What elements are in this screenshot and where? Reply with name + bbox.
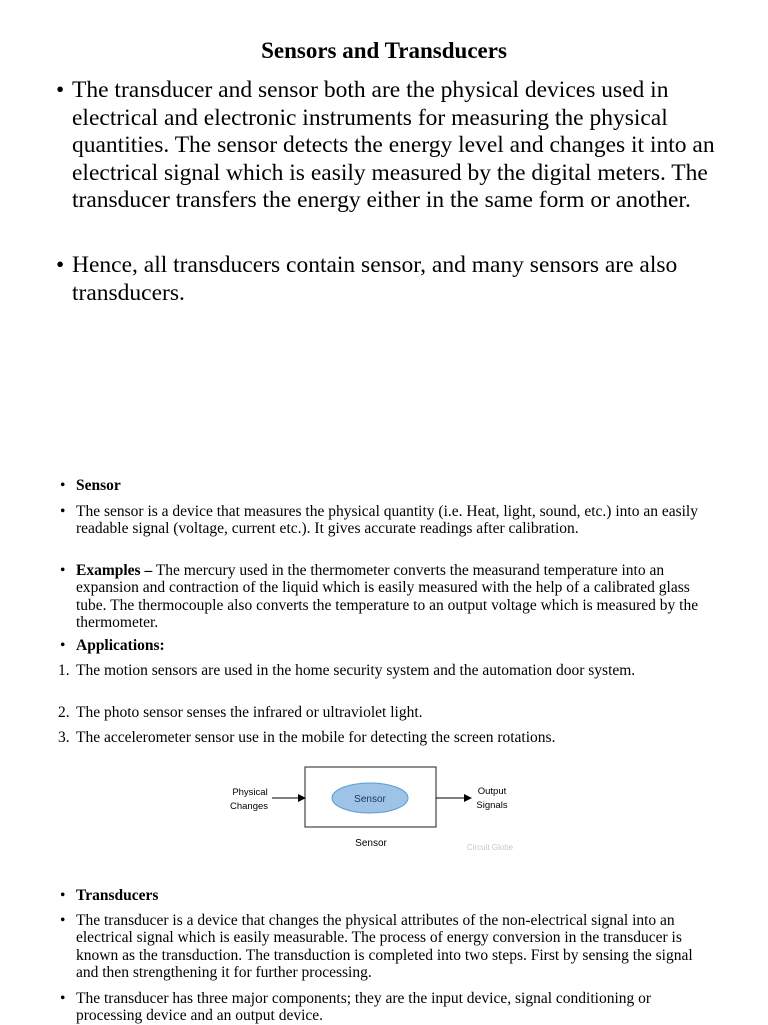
diagram-watermark: Circuit Globe <box>466 843 514 852</box>
examples-label: Examples – <box>76 562 153 579</box>
list-number: 1. <box>58 662 70 679</box>
transducers-text-1: The transducer is a device that changes the physical attributes of the non-electrical signal into an electrical signal which is easily measurable. The process of energy conversion in the transducer is known as the transduction. The transduction is completed into two steps. First by sensing the signal and then strengthening it for further processing. <box>76 912 693 982</box>
input-label-line1: Physical <box>232 787 268 798</box>
sensor-definition: The sensor is a device that measures the physical quantity (i.e. Heat, light, sound, etc.) into an easily readable signal (voltage, current etc.). It gives accurate readings after calibration. <box>76 503 698 538</box>
transducers-heading-item <box>58 887 708 904</box>
sensor-diagram <box>220 762 540 856</box>
list-number: 3. <box>58 729 70 746</box>
transducers-item-1 <box>58 912 708 982</box>
transducers-item-2 <box>58 990 708 1025</box>
application-text-1: The motion sensors are used in the home security system and the automation door system. <box>76 662 636 679</box>
examples-text: The mercury used in the thermometer converts the measurand temperature into an expansion and contraction of the liquid which is easily measured with the help of a calibrated glass tube. The thermocouple also converts the temperature to an output voltage which is measured by the thermometer. <box>76 562 699 632</box>
bullet-marker: • <box>60 637 66 654</box>
intro-text-1: The transducer and sensor both are the physical devices used in electrical and electronic instruments for measuring the physical quantities. The sensor detects the energy level and changes it into an electrical signal which is easily measured by the digital meters. The transducer transfers the energy either in the same form or another. <box>72 77 715 214</box>
applications-heading-item <box>58 637 708 654</box>
application-text-3: The accelerometer sensor use in the mobile for detecting the screen rotations. <box>76 729 556 746</box>
bullet-marker: • <box>60 887 66 904</box>
output-label-line2: Signals <box>476 800 508 811</box>
sensor-definition-item <box>58 503 708 538</box>
diagram-caption: Sensor <box>355 838 387 849</box>
bullet-marker: • <box>60 912 66 929</box>
transducers-heading: Transducers <box>76 887 159 904</box>
intro-text-2: Hence, all transducers contain sensor, and many sensors are also transducers. <box>72 252 678 306</box>
sensor-heading-item <box>58 477 708 494</box>
page-title: Sensors and Transducers <box>261 38 507 63</box>
bullet-marker: • <box>60 990 66 1007</box>
transducers-text-2: The transducer has three major components; they are the input device, signal conditioning or processing device and an output device. <box>76 990 652 1025</box>
bullet-marker: • <box>60 477 66 494</box>
bullet-marker: • <box>60 503 66 520</box>
application-item-1 <box>58 662 708 679</box>
intro-bullet-1 <box>56 77 716 215</box>
application-text-2: The photo sensor senses the infrared or ultraviolet light. <box>76 704 423 721</box>
list-number: 2. <box>58 704 70 721</box>
bullet-marker: • <box>60 562 66 579</box>
intro-bullet-2 <box>56 252 716 307</box>
sensor-heading: Sensor <box>76 477 121 494</box>
application-item-2 <box>58 704 708 721</box>
applications-heading: Applications: <box>76 637 165 654</box>
input-label-line2: Changes <box>229 801 269 812</box>
output-label-line1: Output <box>477 786 507 797</box>
application-item-3 <box>58 729 708 746</box>
sensor-center-label: Sensor <box>354 794 386 805</box>
sensor-examples-item <box>58 562 708 632</box>
bullet-marker: • <box>56 252 65 278</box>
bullet-marker: • <box>56 77 65 103</box>
